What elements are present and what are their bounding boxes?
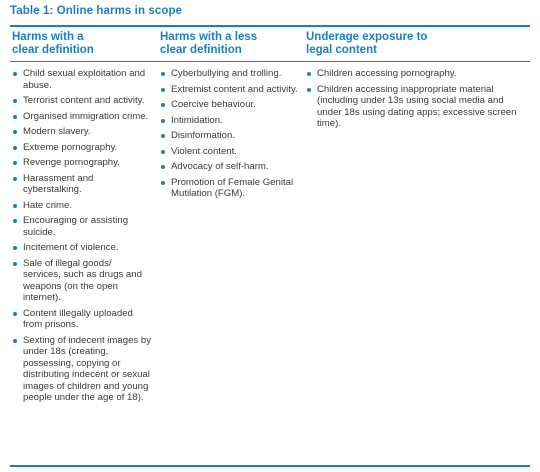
column-less-clear-definition [160,31,300,204]
list-item: Coercive behaviour. [160,99,300,111]
list-item: Hate crime. [12,200,152,212]
bottom-rule [10,465,530,467]
list-item: Modern slavery. [12,126,152,138]
column-heading: Harms with a clear definition [12,31,94,56]
column-clear-definition [12,31,152,408]
list-item: Sexting of indecent images by under 18s (creating, possessing, copying or distributing indecent or sexual images of children and young people under the age of 18). [12,335,152,404]
list-item: Cyberbullying and trolling. [160,68,300,80]
list-item: Promotion of Female Genital Mutilation (FGM). [160,177,300,200]
list-item: Child sexual exploitation and abuse. [12,68,152,91]
list-item: Encouraging or assisting suicide. [12,215,152,238]
list-item: Terrorist content and activity. [12,95,152,107]
harm-list [306,68,526,130]
list-item: Incitement of violence. [12,242,152,254]
list-item: Sale of illegal goods/ services, such as drugs and weapons (on the open internet). [12,258,152,304]
list-item: Revenge pornography. [12,157,152,169]
list-item: Advocacy of self-harm. [160,161,300,173]
list-item: Intimidation. [160,115,300,127]
harm-list [160,68,300,200]
list-item: Violent content. [160,146,300,158]
list-item: Children accessing inappropriate material (including under 13s using social media and under 18s using dating apps; excessive screen time). [306,84,526,130]
harm-list [12,68,152,404]
column-heading: Underage exposure to legal content [306,31,428,56]
list-item: Extremist content and activity. [160,84,300,96]
list-item: Extreme pornography. [12,142,152,154]
table-caption: Table 1: Online harms in scope [10,5,183,17]
list-item: Children accessing pornography. [306,68,526,80]
column-underage-exposure [306,31,526,134]
list-item: Harassment and cyberstalking. [12,173,152,196]
list-item: Content illegally uploaded from prisons. [12,308,152,331]
top-rule [10,25,530,27]
list-item: Organised immigration crime. [12,111,152,123]
column-heading: Harms with a less clear definition [160,31,258,56]
list-item: Disinformation. [160,130,300,142]
